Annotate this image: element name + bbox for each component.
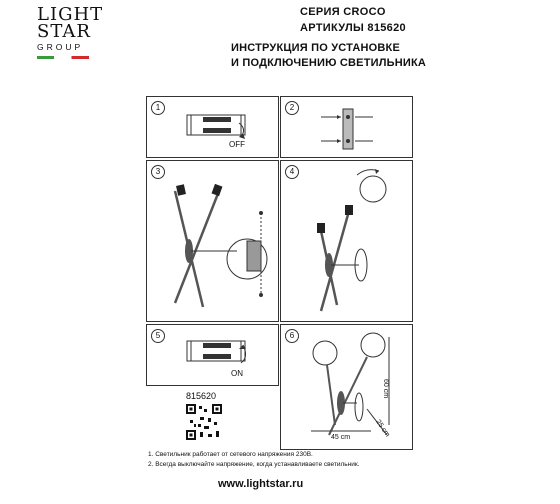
step-4-panel — [280, 160, 413, 322]
step-1-panel — [146, 96, 279, 158]
fixture-assembly-illustration — [147, 161, 278, 321]
article-number: АРТИКУЛЫ 815620 — [300, 22, 406, 34]
step-6-panel — [280, 324, 413, 450]
step-3-panel — [146, 160, 279, 322]
instruction-title-line-2: И ПОДКЛЮЧЕНИЮ СВЕТИЛЬНИКА — [231, 57, 427, 69]
step-number: 3 — [151, 165, 165, 179]
on-label: ON — [231, 369, 243, 378]
note-power-off: 2. Всегда выключайте напряжение, когда устанавливаете светильник. — [148, 461, 360, 468]
step-5-panel — [146, 324, 279, 386]
qr-code — [186, 404, 222, 440]
step-number: 4 — [285, 165, 299, 179]
step-number: 1 — [151, 101, 165, 115]
dimension-height: 60 cm — [382, 379, 389, 399]
shade-install-illustration — [281, 161, 412, 321]
product-code: 815620 — [186, 391, 217, 401]
breaker-switch-illustration — [147, 97, 278, 157]
logo-line-1: LIGHT — [37, 4, 104, 25]
dimension-depth: 25 cm — [374, 418, 391, 439]
breaker-switch-on-illustration — [147, 325, 278, 385]
mounting-plate-illustration — [281, 97, 412, 157]
step-number: 5 — [151, 329, 165, 343]
off-label: OFF — [229, 140, 245, 149]
logo-line-2: STAR — [37, 21, 91, 42]
italy-flag-stripe — [37, 56, 89, 59]
series-label: СЕРИЯ CROCO — [300, 6, 386, 18]
instruction-title-line-1: ИНСТРУКЦИЯ ПО УСТАНОВКЕ — [231, 42, 400, 54]
website-link[interactable]: www.lightstar.ru — [218, 478, 304, 490]
dimension-width: 45 cm — [331, 434, 351, 441]
step-number: 6 — [285, 329, 299, 343]
step-2-panel — [280, 96, 413, 158]
note-voltage: 1. Светильник работает от сетевого напряжения 230В. — [148, 451, 313, 458]
brand-logo — [33, 6, 113, 66]
dimensions-illustration — [281, 325, 412, 449]
step-number: 2 — [285, 101, 299, 115]
logo-line-3: GROUP — [37, 42, 84, 52]
